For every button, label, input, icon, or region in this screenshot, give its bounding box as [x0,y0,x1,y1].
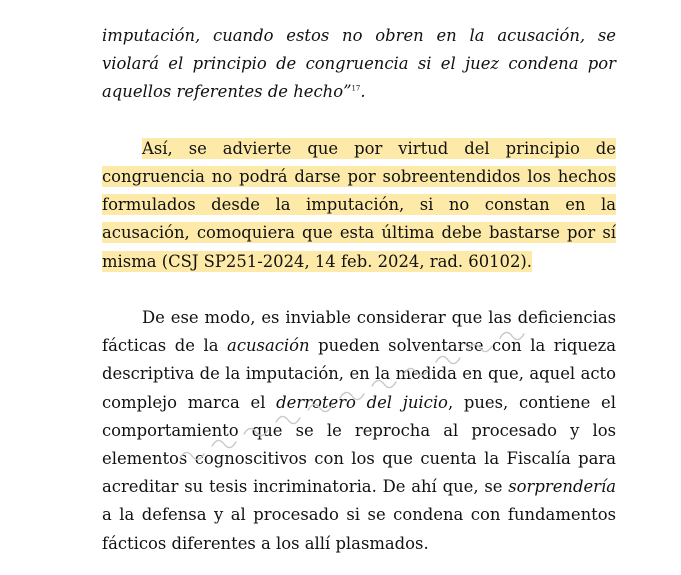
quote-line-3: de hecho [267,82,344,102]
body-text-4: a la defensa y al procesado si se condena con fundamentos fácticos diferentes a los allí plasmados. [102,505,616,553]
quoted-text-ending [102,22,616,107]
quote-end-punctuation: . [360,82,366,102]
italic-term-acusacion: acusación [227,336,310,356]
quote-line-2: principio de congruencia si el juez condena por aquellos referentes [102,54,616,102]
highlighted-paragraph [102,135,616,276]
body-paragraph [102,304,616,558]
body-text-2: pueden solventarse con la riqueza descriptiva de la imputación, en la medida en que, aquel acto complejo marca el [102,336,616,412]
quote-line-1: imputación, cuando estos no obren en la acusación, se violará el [102,26,616,74]
closing-quote-mark: ” [343,82,352,102]
italic-term-sorprenderia: sorprendería [508,477,616,497]
highlighted-text: Así, se advierte que por virtud del principio de congruencia no podrá darse por sobreentendidos los hechos formulados desde la imputación, si no constan en la acusación, comoquiera que esta última debe bastarse por sí misma (CSJ SP251-2024, 14 feb. 2024, rad. 60102). [102,138,616,271]
italic-term-derrotero: derrotero del juicio [276,392,448,412]
body-text-3: , pues, contiene el comportamiento que se le reprocha al procesado y los elementos cognoscitivos con los que cuenta la Fiscalía para acreditar su tesis incriminatoria. De ahí que, se [102,392,616,497]
body-text-1: De ese modo, es inviable considerar que las deficiencias fácticas de la [102,308,616,356]
footnote-reference[interactable]: 17 [351,84,361,93]
document-page [102,22,616,558]
